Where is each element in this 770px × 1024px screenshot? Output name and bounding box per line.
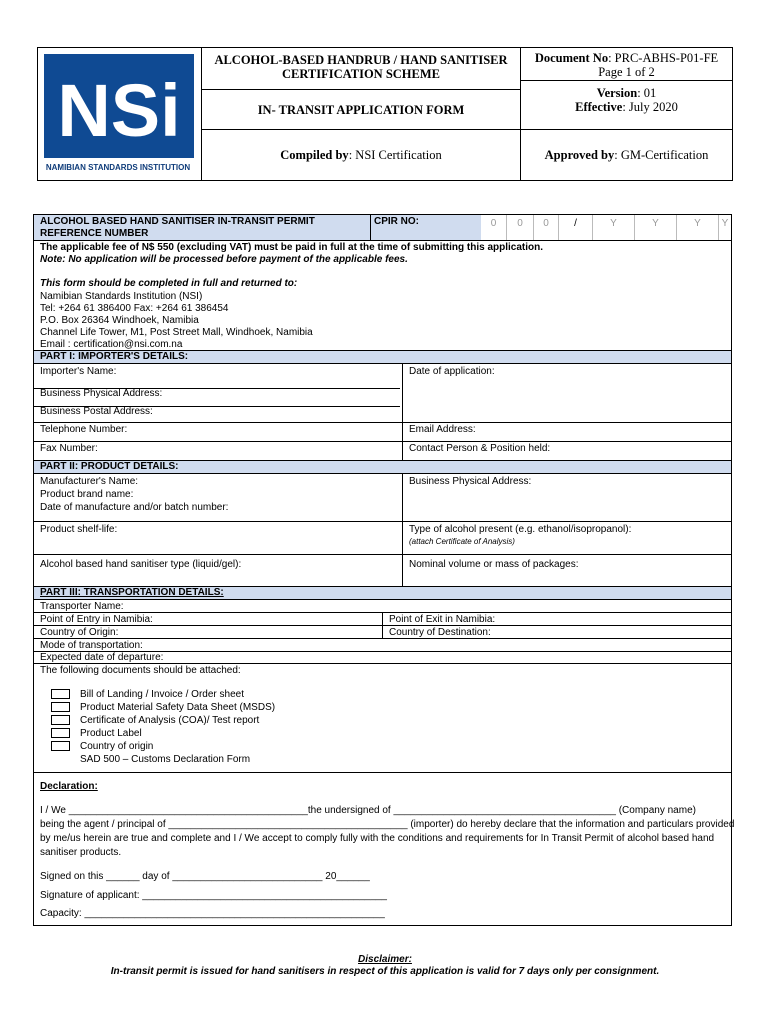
sanitiser-type-field[interactable]: Alcohol based hand sanitiser type (liquid/gel): (40, 559, 242, 570)
permit-label-cell (34, 215, 371, 240)
alcohol-type-field[interactable]: Type of alcohol present (e.g. ethanol/isopropanol): (409, 524, 632, 535)
address-email: Email : certification@nsi.com.na (40, 339, 183, 350)
cpir-label-cell (371, 215, 481, 240)
business-physical-address-field[interactable]: Business Physical Address: (40, 388, 163, 399)
nominal-volume-field[interactable]: Nominal volume or mass of packages: (409, 559, 579, 570)
permit-label-line-1: ALCOHOL BASED HAND SANITISER IN-TRANSIT PERMIT (40, 216, 315, 227)
version-info: Version: 01 Effective: July 2020 (521, 81, 732, 130)
document-item: Product Label (80, 728, 142, 739)
fee-notice: The applicable fee of N$ 550 (excluding VAT) must be paid in full at the time of submitting this application. (40, 242, 544, 253)
declaration-heading: Declaration: (40, 781, 98, 792)
document-item: SAD 500 – Customs Declaration Form (80, 754, 251, 765)
cpir-slot[interactable]: Y (593, 215, 635, 240)
telephone-field[interactable]: Telephone Number: (40, 424, 128, 435)
application-form (33, 214, 735, 926)
checkbox-product-label[interactable] (51, 728, 70, 738)
cpir-slot[interactable]: / (559, 215, 593, 240)
compiled-by: Compiled by: NSI Certification (202, 130, 521, 180)
part-2-heading: PART II: PRODUCT DETAILS: (34, 460, 731, 474)
checkbox-bill-of-landing[interactable] (51, 689, 70, 699)
address-line: Channel Life Tower, M1, Post Street Mall, Windhoek, Namibia (40, 327, 313, 338)
document-item: Certificate of Analysis (COA)/ Test report (80, 715, 260, 726)
return-heading: This form should be completed in full and returned to: (40, 278, 298, 289)
country-of-origin-field[interactable]: Country of Origin: (40, 627, 119, 638)
signed-date-field[interactable]: Signed on this ______ day of ___________________________ 20______ (40, 871, 370, 882)
address-line: P.O. Box 26364 Windhoek, Namibia (40, 315, 199, 326)
mode-of-transport-field[interactable]: Mode of transportation: (40, 640, 143, 651)
capacity-field[interactable]: Capacity: ______________________________________________________ (40, 908, 385, 919)
declaration-line[interactable]: being the agent / principal of ___________________________________________ (importer) do hereby declare that the information and particulars provided (40, 819, 735, 830)
date-of-application-field[interactable]: Date of application: (409, 366, 495, 377)
cpir-slot[interactable]: 0 (534, 215, 559, 240)
payment-note: Note: No application will be processed before payment of the applicable fees. (40, 254, 408, 265)
page-number: Page 1 of 2 (598, 65, 655, 79)
documents-heading: The following documents should be attached: (40, 665, 241, 676)
declaration-line[interactable]: I / We ___________________________________________the undersigned of ________________________________________ (Company name) (40, 805, 696, 816)
manufacturer-address-field[interactable]: Business Physical Address: (409, 476, 532, 487)
document-item: Product Material Safety Data Sheet (MSDS) (80, 702, 276, 713)
point-of-entry-field[interactable]: Point of Entry in Namibia: (40, 614, 153, 625)
contact-person-field[interactable]: Contact Person & Position held: (409, 443, 551, 454)
part-3-heading: PART III: TRANSPORTATION DETAILS: (34, 586, 731, 600)
cpir-slot[interactable]: 0 (507, 215, 534, 240)
checkbox-country-of-origin[interactable] (51, 741, 70, 751)
transporter-field[interactable]: Transporter Name: (40, 601, 124, 612)
checkbox-msds[interactable] (51, 702, 70, 712)
point-of-exit-field[interactable]: Point of Exit in Namibia: (389, 614, 496, 625)
approved-by: Approved by: GM-Certification (544, 148, 709, 162)
form-name: IN- TRANSIT APPLICATION FORM (202, 90, 521, 130)
document-header (37, 47, 733, 181)
cpir-label: CPIR NO: (374, 216, 419, 227)
brand-name-field[interactable]: Product brand name: (40, 489, 134, 500)
email-field[interactable]: Email Address: (409, 424, 476, 435)
importer-name-field[interactable]: Importer's Name: (40, 366, 117, 377)
permit-label-line-2: REFERENCE NUMBER (40, 228, 149, 239)
title-line-1: ALCOHOL-BASED HANDRUB / HAND SANITISER (214, 53, 508, 67)
cpir-slot[interactable]: Y (635, 215, 677, 240)
title-line-2: CERTIFICATION SCHEME (281, 67, 441, 81)
cpir-slot[interactable]: Y (721, 218, 729, 229)
scheme-title (202, 48, 521, 90)
fax-field[interactable]: Fax Number: (40, 443, 98, 454)
address-line: Tel: +264 61 386400 Fax: +264 61 386454 (40, 303, 229, 314)
departure-date-field[interactable]: Expected date of departure: (40, 652, 164, 663)
manufacturer-field[interactable]: Manufacturer's Name: (40, 476, 139, 487)
signature-field[interactable]: Signature of applicant: ____________________________________________ (40, 890, 387, 901)
address-line: Namibian Standards Institution (NSI) (40, 291, 203, 302)
cpir-slot[interactable]: Y (677, 215, 719, 240)
shelf-life-field[interactable]: Product shelf-life: (40, 524, 118, 535)
attach-coa-note: (attach Certificate of Analysis) (409, 537, 515, 546)
nsi-logo (38, 48, 198, 178)
declaration-line: sanitiser products. (40, 847, 122, 858)
logo-cell (38, 48, 202, 180)
checkbox-coa[interactable] (51, 715, 70, 725)
disclaimer-text: In-transit permit is issued for hand sanitisers in respect of this application is valid for 7 days only per consignment. (110, 966, 660, 977)
logo-text: NSi (57, 69, 181, 152)
declaration-line: by me/us herein are true and complete and I / We accept to comply fully with the conditions and requirements for In Transit Permit of alcohol based hand (40, 833, 715, 844)
disclaimer-heading: Disclaimer: (358, 954, 412, 965)
document-item: Bill of Landing / Invoice / Order sheet (80, 689, 244, 700)
country-of-destination-field[interactable]: Country of Destination: (389, 627, 491, 638)
document-number: Document No: PRC-ABHS-P01-FE Page 1 of 2 (521, 48, 732, 81)
document-item: Country of origin (80, 741, 154, 752)
business-postal-address-field[interactable]: Business Postal Address: (40, 406, 153, 417)
part-1-heading: PART I: IMPORTER'S DETAILS: (34, 350, 731, 364)
logo-subtitle: NAMIBIAN STANDARDS INSTITUTION (45, 163, 191, 172)
cpir-slot[interactable]: 0 (481, 215, 507, 240)
batch-number-field[interactable]: Date of manufacture and/or batch number: (40, 502, 229, 513)
